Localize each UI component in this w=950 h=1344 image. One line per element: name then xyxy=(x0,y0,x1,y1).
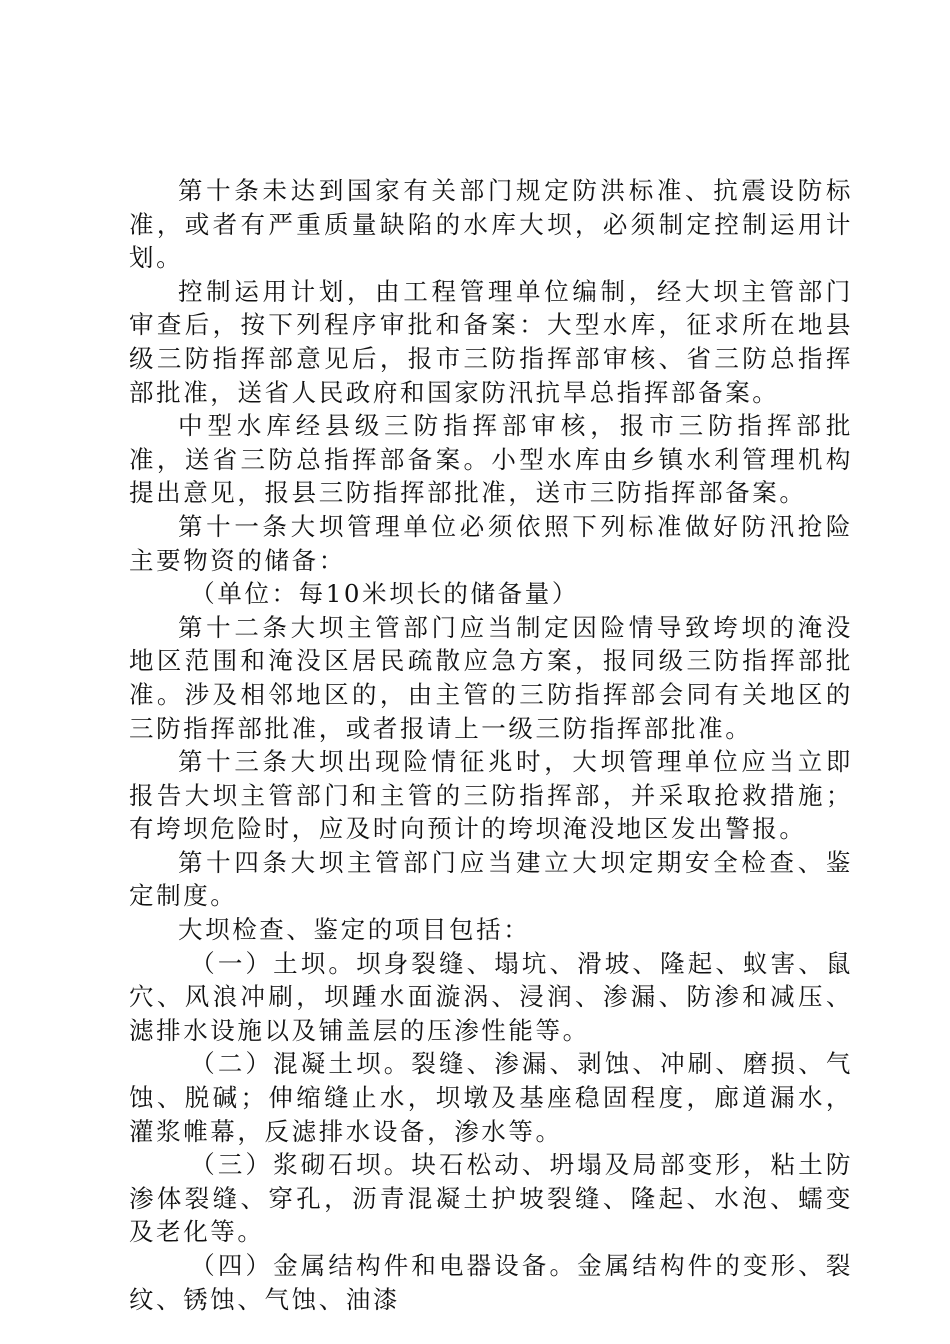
paragraph-item-earth-dam: （一）土坝。坝身裂缝、塌坑、滑坡、隆起、蚁害、鼠穴、风浪冲刷，坝踵水面漩涡、浸润、渗漏、防渗和减压、滤排水设施以及铺盖层的压渗性能等。 xyxy=(129,948,853,1045)
paragraph-article-10: 第十条未达到国家有关部门规定防洪标准、抗震设防标准，或者有严重质量缺陷的水库大坝，必须制定控制运用计划。 xyxy=(129,176,853,273)
paragraph-article-12: 第十二条大坝主管部门应当制定因险情导致垮坝的淹没地区范围和淹没区居民疏散应急方案，报同级三防指挥部批准。涉及相邻地区的，由主管的三防指挥部会同有关地区的三防指挥部批准，或者报请上一级三防指挥部批准。 xyxy=(129,612,853,743)
paragraph-article-14: 第十四条大坝主管部门应当建立大坝定期安全检查、鉴定制度。 xyxy=(129,847,853,911)
paragraph-control-plan: 控制运用计划，由工程管理单位编制，经大坝主管部门审查后，按下列程序审批和备案：大型水库，征求所在地县级三防指挥部意见后，报市三防指挥部审核、省三防总指挥部批准，送省人民政府和国家防汛抗旱总指挥部备案。 xyxy=(129,276,853,407)
paragraph-item-concrete-dam: （二）混凝土坝。裂缝、渗漏、剥蚀、冲刷、磨损、气蚀、脱碱；伸缩缝止水，坝墩及基座稳固程度，廊道漏水，灌浆帷幕，反滤排水设备，渗水等。 xyxy=(129,1049,853,1146)
paragraph-inspection-items: 大坝检查、鉴定的项目包括： xyxy=(178,915,531,945)
paragraph-article-11: 第十一条大坝管理单位必须依照下列标准做好防汛抢险主要物资的储备： xyxy=(129,511,853,575)
paragraph-item-metal-electrical: （四）金属结构件和电器设备。金属结构件的变形、裂纹、锈蚀、气蚀、油漆 xyxy=(129,1251,853,1314)
paragraph-item-masonry-dam: （三）浆砌石坝。块石松动、坍塌及局部变形，粘土防渗体裂缝、穿孔，沥青混凝土护坡裂缝、隆起、水泡、蠕变及老化等。 xyxy=(129,1150,853,1247)
document-body xyxy=(129,174,853,1316)
paragraph-unit-note: （单位：每10米坝长的储备量） xyxy=(190,579,579,609)
paragraph-article-13: 第十三条大坝出现险情征兆时，大坝管理单位应当立即报告大坝主管部门和主管的三防指挥部，并采取抢救措施；有垮坝危险时，应及时向预计的垮坝淹没地区发出警报。 xyxy=(129,747,853,844)
paragraph-medium-reservoir: 中型水库经县级三防指挥部审核，报市三防指挥部批准，送省三防总指挥部备案。小型水库由乡镇水利管理机构提出意见，报县三防指挥部批准，送市三防指挥部备案。 xyxy=(129,411,853,508)
